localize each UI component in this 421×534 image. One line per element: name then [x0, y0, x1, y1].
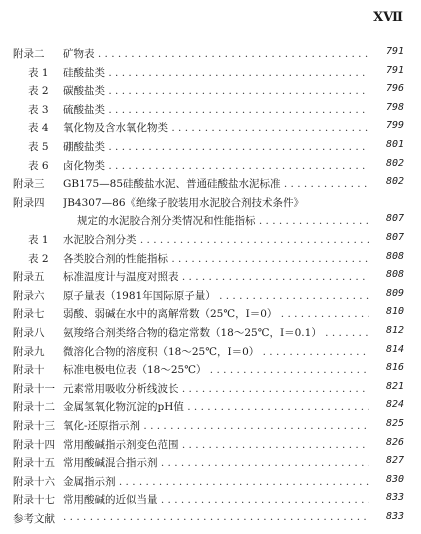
- toc-entry-page: 833: [385, 492, 404, 504]
- toc-entry-page: 825: [385, 418, 404, 429]
- toc-entry-title: 碳酸盐类 . . .: [63, 83, 369, 98]
- toc-entry-page: 830: [385, 473, 404, 485]
- toc-entry: [0, 509, 421, 531]
- toc-entry-title: [63, 511, 369, 523]
- toc-entry-label: 表 2: [28, 85, 49, 98]
- toc-entry-page: 799: [385, 120, 404, 132]
- toc-entry-page: 814: [385, 343, 404, 355]
- toc-entry-title: 水泥胶合剂分类 . . .: [63, 232, 369, 247]
- toc-entry-title: 卤化物类 . . .: [63, 158, 369, 173]
- toc-entry-label: 附录四: [13, 196, 45, 209]
- toc-entry-label: 附录十: [13, 364, 45, 377]
- toc-entry-title: 规定的水泥胶合剂分类情况和性能指标 . . .: [77, 213, 369, 228]
- toc-entry-label: 附录十二: [13, 401, 55, 414]
- toc-entry-label: 附录二: [13, 48, 45, 60]
- toc-entry-title: 金属氢氧化物沉淀的pH值 . . .: [63, 399, 369, 414]
- toc-entry-title: JB4307—86《绝缘子胶装用水泥胶合剂技术条件》: [63, 196, 305, 209]
- toc-entry-title: 元素常用吸收分析线波长 . . .: [63, 381, 369, 396]
- toc-entry-label: 表 6: [28, 159, 49, 172]
- toc-entry-page: 808: [385, 269, 404, 281]
- toc-entry-label: 表 1: [28, 234, 49, 246]
- toc-entry-label: 附录十一: [13, 382, 55, 395]
- toc-entry-page: 809: [385, 287, 404, 299]
- toc-entry-label: 表 2: [28, 252, 49, 265]
- toc-entry-label: 表 4: [28, 122, 49, 135]
- toc-entry-page: 824: [385, 399, 404, 411]
- toc-entry-page: 812: [385, 325, 404, 336]
- toc-entry-title: 硫酸盐类 . . .: [63, 102, 369, 117]
- toc-entry-label: 附录七: [13, 308, 45, 321]
- toc-entry-page: 826: [385, 436, 404, 448]
- toc-entry-title: 常用酸碱的近似当量 . . .: [63, 492, 369, 507]
- toc-entry-title: 氧化-还原指示剂 . . .: [63, 418, 369, 433]
- toc-entry-label: 表 1: [28, 66, 49, 79]
- toc-entry-title: 氨羧络合剂类络合物的稳定常数（18～25℃，I＝0.1） . . .: [63, 325, 369, 340]
- toc-entry-title: 弱酸、弱碱在水中的离解常数（25℃，I＝0） . . .: [63, 306, 369, 321]
- toc-entry-page: 816: [385, 362, 404, 374]
- toc-entry-title: 原子量表（1981年国际原子量） . . .: [63, 288, 369, 303]
- toc-entry-page: 810: [385, 306, 404, 318]
- toc-entry-title: 标准温度计与温度对照表 . . .: [63, 269, 369, 284]
- toc-entry-title: 金属指示剂 . . .: [63, 474, 369, 489]
- toc-entry-page: 808: [385, 250, 404, 262]
- toc-entry-page: 801: [385, 139, 404, 150]
- toc-entry-page: 807: [385, 213, 404, 225]
- toc-entry-title: 微溶化合物的溶度积（18～25℃，I＝0） . . .: [63, 344, 369, 359]
- toc-entry-label: 表 5: [28, 141, 49, 153]
- toc-entry-page: 802: [385, 157, 404, 169]
- toc-entry-title: 标准电极电位表（18～25℃） . . .: [63, 362, 369, 377]
- toc-entry-label: 附录六: [13, 289, 45, 302]
- toc-entry-title: 硼酸盐类 . . .: [63, 139, 369, 154]
- toc-entry-page: 798: [385, 101, 404, 113]
- toc-entry-label: 附录十四: [13, 438, 55, 451]
- toc-entry-label: 附录三: [13, 178, 45, 191]
- toc-entry-title: 常用酸碱指示剂变色范围 . . .: [63, 437, 369, 452]
- toc-entry-title: 硅酸盐类 . . .: [63, 65, 369, 80]
- toc-entry-title: 矿物表 . . .: [63, 46, 369, 61]
- toc-entry-label: 附录九: [13, 345, 45, 358]
- toc-entry-page: 833: [385, 511, 404, 522]
- toc-entry-label: 附录八: [13, 327, 45, 339]
- toc-entry-title: 氧化物及含水氧化物类 . . .: [63, 120, 369, 135]
- toc-entry-page: 827: [385, 455, 404, 467]
- toc-entry-label: 附录五: [13, 271, 45, 284]
- toc-entry-title: 各类胶合剂的性能指标 . . .: [63, 251, 369, 266]
- toc-entry-label: 附录十五: [13, 457, 55, 470]
- toc-entry-label: 表 3: [28, 103, 49, 116]
- toc-entry-page: 802: [385, 176, 404, 188]
- toc-entry-page: 791: [385, 46, 404, 57]
- page-number: XⅦ: [373, 10, 403, 25]
- toc-entry-title: 常用酸碱混合指示剂 . . .: [63, 455, 369, 470]
- toc-entry-page: 821: [385, 380, 404, 392]
- toc-entry-label: 参考文献: [13, 513, 55, 525]
- toc-entry-page: 791: [385, 64, 404, 76]
- toc-entry-page: 807: [385, 232, 404, 243]
- toc-entry-label: 附录十六: [13, 475, 55, 488]
- toc-entry-label: 附录十七: [13, 494, 55, 507]
- toc-entry-page: 796: [385, 83, 404, 95]
- toc-entry-label: 附录十三: [13, 420, 55, 432]
- toc-entry-title: GB175—85硅酸盐水泥、普通硅酸盐水泥标准 . . .: [63, 176, 369, 191]
